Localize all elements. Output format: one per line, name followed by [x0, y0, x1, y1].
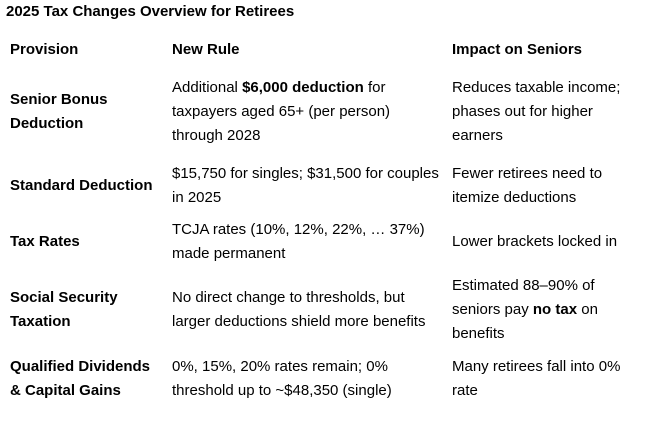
new-rule-cell: No direct change to thresholds, but larger deductions shield more benefits: [172, 289, 426, 330]
provision-cell: Standard Deduction: [10, 176, 153, 194]
new-rule-emphasis: $6,000 deduction: [242, 79, 364, 96]
provision-cell: Senior Bonus Deduction: [10, 91, 108, 132]
header-provision: Provision: [10, 41, 79, 58]
new-rule-cell: 0%, 15%, 20% rates remain; 0% threshold up to ~$48,350 (single): [172, 357, 392, 399]
provision-cell: Qualified Dividends & Capital Gains: [10, 357, 151, 399]
table-row: [0, 160, 646, 211]
header-impact: Impact on Seniors: [452, 41, 583, 58]
table-row: [0, 73, 646, 151]
impact-text: on benefits: [452, 301, 598, 342]
table-row: [0, 216, 646, 267]
new-rule-cell: [162, 76, 442, 148]
table-header-row: [0, 36, 646, 64]
new-rule-text: for taxpayers aged 65+ (per person) through 2028: [172, 79, 391, 144]
new-rule-text: Additional: [172, 79, 243, 96]
provision-cell: Tax Rates: [10, 232, 80, 250]
header-new-rule: New Rule: [172, 41, 240, 58]
new-rule-cell: TCJA rates (10%, 12%, 22%, … 37%) made permanent: [172, 220, 425, 262]
page-title: 2025 Tax Changes Overview for Retirees: [6, 3, 295, 20]
provision-cell: Social Security Taxation: [10, 289, 118, 330]
impact-cell: Lower brackets locked in: [452, 232, 618, 250]
impact-cell: Fewer retirees need to itemize deductions: [452, 164, 603, 206]
new-rule-cell: $15,750 for singles; $31,500 for couples in 2025: [172, 164, 439, 206]
impact-cell: Reduces taxable income; phases out for higher earners: [452, 79, 621, 144]
impact-emphasis: no tax: [532, 301, 578, 318]
table-row: [0, 353, 646, 404]
tax-changes-table: [0, 36, 646, 404]
impact-cell: [442, 274, 646, 346]
impact-cell: Many retirees fall into 0% rate: [452, 357, 621, 399]
table-row: [0, 271, 646, 349]
impact-text: Estimated 88–90% of seniors pay: [452, 277, 595, 318]
